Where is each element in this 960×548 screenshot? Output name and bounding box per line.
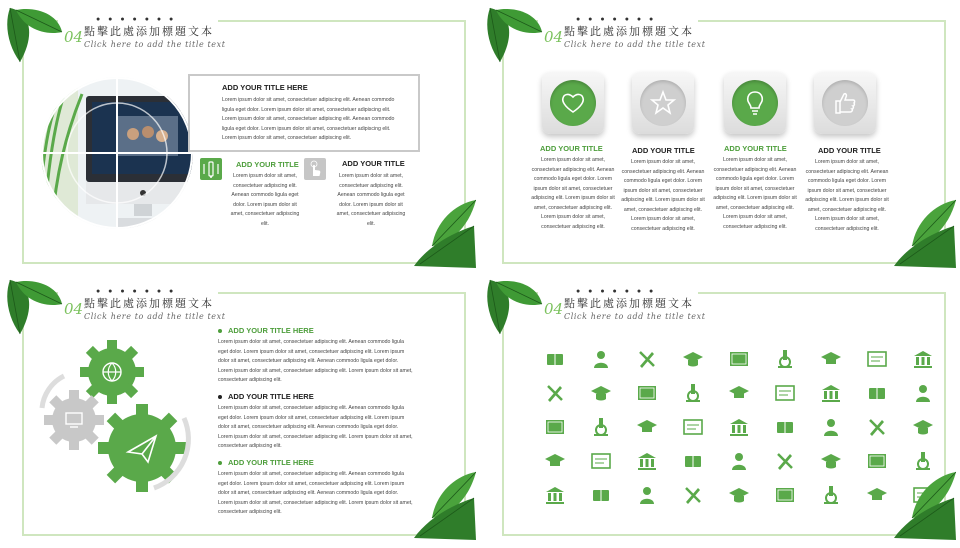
leaf-decoration-icon bbox=[6, 6, 64, 70]
slide-title-cn: 點擊此處添加標題文本 bbox=[564, 297, 694, 310]
slide-title-cn: 點擊此處添加標題文本 bbox=[84, 25, 214, 38]
paint-palette-icon bbox=[728, 382, 750, 404]
header-dots: ● ● ● ● ● ● ● bbox=[576, 288, 657, 295]
item3-text: Lorem ipsum dolor sit amet, consectetuer adipiscing elit. Aenean commodo ligula eget dolor. Lorem ipsum dolor sit amet, consectetuer adipiscing elit. Lorem ipsum dolor sit amet, consectetuer adipiscing elit. Aenean commodo ligula eget dolor. Lorem ipsum dolor sit amet, consectetuer adipiscing elit. Lorem ipsum dolor sit amet, consectetuer adipiscing elit. bbox=[218, 471, 413, 515]
open-book-icon bbox=[544, 348, 566, 370]
chalkboard-math-icon bbox=[728, 348, 750, 370]
touch-hand-icon bbox=[304, 158, 326, 180]
presenter-icon bbox=[682, 450, 704, 472]
laptop-icon bbox=[866, 416, 888, 438]
slide-3[interactable] bbox=[4, 276, 476, 540]
card3-title: ADD YOUR TITLE bbox=[724, 144, 787, 153]
pen-tablet-icon bbox=[200, 158, 222, 180]
item3-title: ADD YOUR TITLE HERE bbox=[218, 458, 314, 467]
leaf-decoration-icon bbox=[486, 278, 544, 342]
basketball-icon bbox=[544, 484, 566, 506]
apple-book-icon bbox=[866, 484, 888, 506]
header-dots: ● ● ● ● ● ● ● bbox=[576, 16, 657, 23]
palette-icon bbox=[636, 382, 658, 404]
clock-icon bbox=[636, 450, 658, 472]
section-number: 04 bbox=[64, 300, 84, 318]
computer-photo-circle bbox=[38, 74, 196, 232]
card1-title: ADD YOUR TITLE bbox=[540, 144, 603, 153]
star-icon bbox=[644, 84, 682, 122]
column2-text: Lorem ipsum dolor sit amet, consectetuer adipiscing elit. Aenean commodo ligula eget dolor. Lorem ipsum dolor sit amet, consectetuer adipiscing elit. bbox=[336, 173, 406, 227]
school-icon bbox=[544, 416, 566, 438]
leaf-decoration-icon bbox=[414, 196, 476, 268]
box-text: Lorem ipsum dolor sit amet, consectetuer adipiscing elit. Aenean commodo ligula eget dolor. Lorem ipsum dolor sit amet, consectetuer adipiscing elit. Lorem ipsum dolor sit amet, consectetuer adipiscing elit. Aenean commodo ligula eget dolor. Lorem ipsum dolor sit amet, consectetuer adipiscing elit. Lorem ipsum dolor sit amet, consectetuer adipiscing elit. bbox=[222, 97, 395, 141]
card1-text: Lorem ipsum dolor sit amet, consectetuer adipiscing elit. Aenean commodo ligula eget dolor. Lorem ipsum dolor sit amet, consectetuer adipiscing elit. Lorem ipsum dolor sit amet, consectetuer adipiscing elit. Lorem ipsum dolor sit amet, consectetuer adipiscing elit. bbox=[531, 157, 615, 230]
microscope-icon bbox=[774, 348, 796, 370]
star-button[interactable] bbox=[632, 72, 694, 134]
thumbs-up-button[interactable] bbox=[814, 72, 876, 134]
leaf-decoration-icon bbox=[486, 6, 544, 70]
school-bus-icon bbox=[774, 484, 796, 506]
set-square-icon bbox=[912, 416, 934, 438]
checklist-icon bbox=[590, 450, 612, 472]
thumbs-up-icon bbox=[826, 84, 864, 122]
section-number: 04 bbox=[544, 300, 564, 318]
graduation-cap-icon bbox=[682, 348, 704, 370]
gears-illustration bbox=[34, 338, 204, 498]
box-title: ADD YOUR TITLE HERE bbox=[222, 83, 308, 92]
section-number: 04 bbox=[64, 28, 84, 46]
item1-text: Lorem ipsum dolor sit amet, consectetuer adipiscing elit. Aenean commodo ligula eget dolor. Lorem ipsum dolor sit amet, consectetuer adipiscing elit. Lorem ipsum dolor sit amet, consectetuer adipiscing elit. Aenean commodo ligula eget dolor. Lorem ipsum dolor sit amet, consectetuer adipiscing elit. Lorem ipsum dolor sit amet, consectetuer adipiscing elit. bbox=[218, 339, 413, 383]
marker-icon bbox=[820, 416, 842, 438]
item1-title: ADD YOUR TITLE HERE bbox=[218, 326, 314, 335]
diploma-icon bbox=[866, 348, 888, 370]
pencil-ruler-icon bbox=[636, 348, 658, 370]
slide-title-en: Click here to add the title text bbox=[564, 40, 706, 49]
earth-icon bbox=[820, 484, 842, 506]
slide-title-en: Click here to add the title text bbox=[84, 312, 226, 321]
student-icon bbox=[590, 348, 612, 370]
card4-title: ADD YOUR TITLE bbox=[818, 146, 881, 155]
owl-icon bbox=[682, 416, 704, 438]
slide-title-cn: 點擊此處添加標題文本 bbox=[564, 25, 694, 38]
item2-text: Lorem ipsum dolor sit amet, consectetuer adipiscing elit. Aenean commodo ligula eget dolor. Lorem ipsum dolor sit amet, consectetuer adipiscing elit. Lorem ipsum dolor sit amet, consectetuer adipiscing elit. Aenean commodo ligula eget dolor. Lorem ipsum dolor sit amet, consectetuer adipiscing elit. Lorem ipsum dolor sit amet, consectetuer adipiscing elit. bbox=[218, 405, 413, 449]
slide-title-en: Click here to add the title text bbox=[564, 312, 706, 321]
leaf-decoration-icon bbox=[894, 468, 956, 540]
bus-icon bbox=[820, 450, 842, 472]
bell-icon bbox=[774, 382, 796, 404]
section-number: 04 bbox=[544, 28, 564, 46]
header-dots: ● ● ● ● ● ● ● bbox=[96, 16, 177, 23]
card2-title: ADD YOUR TITLE bbox=[632, 146, 695, 155]
leaf-decoration-icon bbox=[6, 278, 64, 342]
column1-title: ADD YOUR TITLE bbox=[236, 160, 299, 169]
scissors-icon bbox=[774, 416, 796, 438]
bookshelf-icon bbox=[682, 484, 704, 506]
trophy-icon bbox=[544, 450, 566, 472]
school-building-icon bbox=[912, 348, 934, 370]
heart-button[interactable] bbox=[542, 72, 604, 134]
lab-microscope-icon bbox=[590, 484, 612, 506]
exam-icon bbox=[728, 450, 750, 472]
card4-text: Lorem ipsum dolor sit amet, consectetuer adipiscing elit. Aenean commodo ligula eget dolor. Lorem ipsum dolor sit amet, consectetuer adipiscing elit. Lorem ipsum dolor sit amet, consectetuer adipiscing elit. Lorem ipsum dolor sit amet, consectetuer adipiscing elit. bbox=[805, 159, 889, 232]
document-icon bbox=[590, 382, 612, 404]
drawing-compass-icon bbox=[728, 484, 750, 506]
leaf-decoration-icon bbox=[414, 468, 476, 540]
reading-book-icon bbox=[820, 382, 842, 404]
letter-book-icon bbox=[728, 416, 750, 438]
column2-title: ADD YOUR TITLE bbox=[342, 159, 405, 168]
card3-text: Lorem ipsum dolor sit amet, consectetuer adipiscing elit. Aenean commodo ligula eget dolor. Lorem ipsum dolor sit amet, consectetuer adipiscing elit. Lorem ipsum dolor sit amet, consectetuer adipiscing elit. Lorem ipsum dolor sit amet, consectetuer adipiscing elit. bbox=[713, 157, 797, 230]
rocket-pencil-icon bbox=[636, 484, 658, 506]
mortarboard-icon bbox=[820, 348, 842, 370]
slide-4[interactable] bbox=[484, 276, 956, 540]
globe-icon bbox=[866, 450, 888, 472]
notebook-icon bbox=[544, 382, 566, 404]
lightbulb-button[interactable] bbox=[724, 72, 786, 134]
slide-1[interactable] bbox=[4, 4, 476, 268]
compass-icon bbox=[774, 450, 796, 472]
card2-text: Lorem ipsum dolor sit amet, consectetuer adipiscing elit. Aenean commodo ligula eget dolor. Lorem ipsum dolor sit amet, consectetuer adipiscing elit. Lorem ipsum dolor sit amet, consectetuer adipiscing elit. Lorem ipsum dolor sit amet, consectetuer adipiscing elit. bbox=[621, 159, 705, 232]
teacher-icon bbox=[682, 382, 704, 404]
pencil-icon bbox=[866, 382, 888, 404]
slide-2[interactable] bbox=[484, 4, 956, 268]
item2-title: ADD YOUR TITLE HERE bbox=[218, 392, 314, 401]
leaf-decoration-icon bbox=[894, 196, 956, 268]
column1-text: Lorem ipsum dolor sit amet, consectetuer adipiscing elit. Aenean commodo ligula eget dolor. Lorem ipsum dolor sit amet, consectetuer adipiscing elit. bbox=[230, 173, 300, 227]
books-stack-icon bbox=[912, 382, 934, 404]
blackboard-icon bbox=[590, 416, 612, 438]
slide-title-cn: 點擊此處添加標題文本 bbox=[84, 297, 214, 310]
briefcase-icon bbox=[636, 416, 658, 438]
lightbulb-icon bbox=[736, 84, 774, 122]
header-dots: ● ● ● ● ● ● ● bbox=[96, 288, 177, 295]
heart-icon bbox=[554, 84, 592, 122]
slide-title-en: Click here to add the title text bbox=[84, 40, 226, 49]
